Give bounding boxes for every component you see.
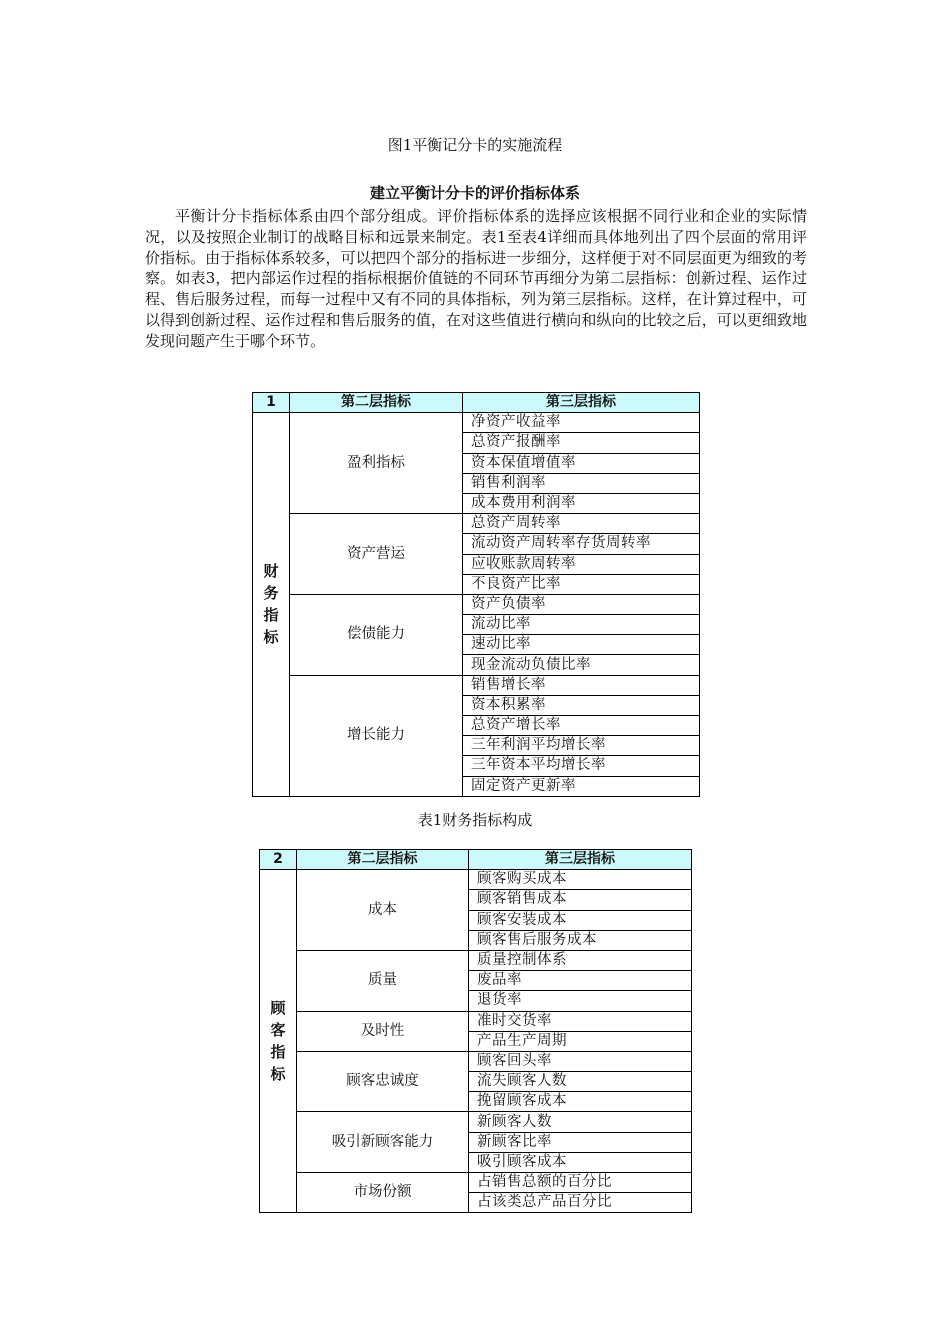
second-level-header: 第二层指标 [297,850,469,870]
second-level-indicator: 吸引新顾客能力 [297,1112,469,1173]
third-level-indicator: 质量控制体系 [469,950,692,970]
figure-caption: 图1平衡记分卡的实施流程 [387,136,563,154]
second-level-indicator: 顾客忠诚度 [297,1051,469,1112]
customer-indicator-table [259,849,692,1213]
third-level-indicator: 总资产增长率 [463,716,700,736]
third-level-indicator: 销售增长率 [463,675,700,695]
financial-indicator-table [252,392,700,797]
third-level-indicator: 顾客回头率 [469,1051,692,1071]
table-row [260,1112,692,1132]
third-level-indicator: 成本费用利润率 [463,493,700,513]
table-header-row [260,850,692,870]
table-body [260,870,692,1213]
third-level-indicator: 资本保值增值率 [463,453,700,473]
second-level-indicator: 成本 [297,870,469,951]
third-level-indicator: 资产负债率 [463,594,700,614]
third-level-indicator: 三年资本平均增长率 [463,756,700,776]
third-level-indicator: 退货率 [469,991,692,1011]
third-level-indicator: 新顾客人数 [469,1112,692,1132]
third-level-indicator: 资本积累率 [463,695,700,715]
third-level-indicator: 占该类总产品百分比 [469,1193,692,1213]
third-level-indicator: 流动资产周转率存货周转率 [463,534,700,554]
third-level-indicator: 净资产收益率 [463,413,700,433]
table-row [253,514,700,534]
table-row [260,1011,692,1031]
second-level-indicator: 市场份额 [297,1173,469,1213]
third-level-indicator: 产品生产周期 [469,1031,692,1051]
table-row [260,870,692,890]
third-level-header: 第三层指标 [463,393,700,413]
third-level-indicator: 固定资产更新率 [463,776,700,796]
third-level-indicator: 吸引顾客成本 [469,1152,692,1172]
third-level-indicator: 顾客购买成本 [469,870,692,890]
second-level-indicator: 资产营运 [290,514,463,595]
table-row [260,1051,692,1071]
third-level-indicator: 新顾客比率 [469,1132,692,1152]
third-level-indicator: 占销售总额的百分比 [469,1173,692,1193]
third-level-indicator: 准时交货率 [469,1011,692,1031]
table-row [253,675,700,695]
table-number-header: 1 [253,393,290,413]
third-level-indicator: 三年利润平均增长率 [463,736,700,756]
table-number-header: 2 [260,850,297,870]
third-level-indicator: 应收账款周转率 [463,554,700,574]
third-level-indicator: 流动比率 [463,615,700,635]
third-level-indicator: 流失顾客人数 [469,1072,692,1092]
table1-caption: 表1财务指标构成 [417,811,533,829]
second-level-indicator: 质量 [297,950,469,1011]
third-level-indicator: 速动比率 [463,635,700,655]
second-level-indicator: 盈利指标 [290,413,463,514]
table-header-row [253,393,700,413]
third-level-indicator: 废品率 [469,971,692,991]
third-level-indicator: 挽留顾客成本 [469,1092,692,1112]
body-paragraph: 平衡计分卡指标体系由四个部分组成。评价指标体系的选择应该根据不同行业和企业的实际情况，以及按照企业制订的战略目标和远景来制定。表1至表4详细而具体地列出了四个层面的常用评价指标。由于指标体系较多，可以把四个部分的指标进一步细分，这样便于对不同层面更为细致的考察。如表3，把内部运作过程的指标根据价值链的不同环节再细分为第二层指标：创新过程、运作过程、售后服务过程，而每一过程中又有不同的具体指标，列为第三层指标。这样，在计算过程中，可以得到创新过程、运作过程和售后服务的值，在对这些值进行横向和纵向的比较之后，可以更细致地发现问题产生于哪个环节。 [145,207,807,350]
second-level-header: 第二层指标 [290,393,463,413]
table-row [253,413,700,433]
second-level-indicator: 偿债能力 [290,594,463,675]
third-level-indicator: 销售利润率 [463,473,700,493]
category-label: 顾 客 指 标 [260,870,297,1213]
second-level-indicator: 及时性 [297,1011,469,1051]
third-level-indicator: 总资产周转率 [463,514,700,534]
third-level-indicator: 总资产报酬率 [463,433,700,453]
third-level-indicator: 现金流动负债比率 [463,655,700,675]
third-level-header: 第三层指标 [469,850,692,870]
category-label: 财 务 指 标 [253,413,290,797]
section-title: 建立平衡计分卡的评价指标体系 [369,184,580,202]
third-level-indicator: 顾客安装成本 [469,910,692,930]
table-row [260,1173,692,1193]
third-level-indicator: 不良资产比率 [463,574,700,594]
third-level-indicator: 顾客售后服务成本 [469,930,692,950]
table-body [253,413,700,797]
third-level-indicator: 顾客销售成本 [469,890,692,910]
table-row [253,594,700,614]
table-row [260,950,692,970]
second-level-indicator: 增长能力 [290,675,463,796]
